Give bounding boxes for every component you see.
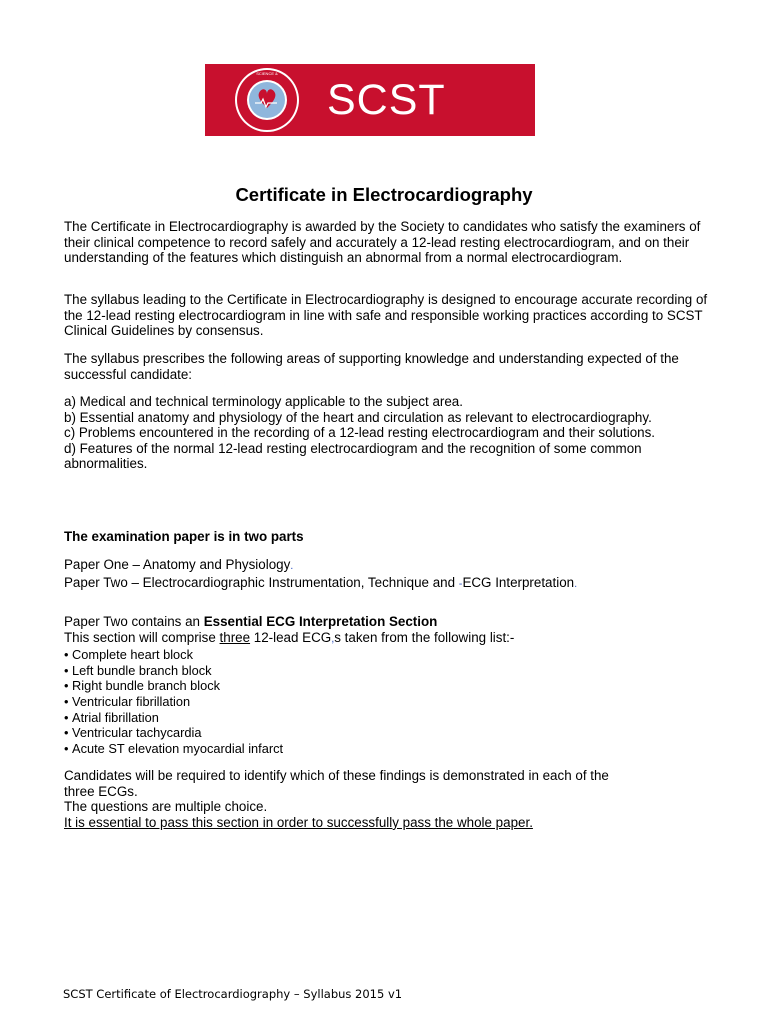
grammar-mark-icon: . xyxy=(574,577,578,590)
grammar-mark-icon: , xyxy=(331,632,335,645)
section-title: Essential ECG Interpretation Section xyxy=(203,614,438,629)
list-item: • Complete heart block xyxy=(64,647,714,663)
exam-heading: The examination paper is in two parts xyxy=(64,529,304,544)
section-count: three xyxy=(219,629,251,645)
paragraph-text: The questions are multiple choice. xyxy=(64,799,268,815)
area-item: d) Features of the normal 12-lead resting electrocardiogram and the recognition of some common abnormalities. xyxy=(64,440,642,472)
list-item: • Left bundle branch block xyxy=(64,663,714,679)
grammar-mark-icon: - xyxy=(458,577,463,590)
section-line-text: This section will comprise xyxy=(64,629,220,645)
intro-paragraph-3 xyxy=(64,351,714,382)
list-item: • Atrial fibrillation xyxy=(64,710,714,726)
section-intro-text: Paper Two contains an xyxy=(64,614,204,629)
list-item: • Ventricular tachycardia xyxy=(64,725,714,741)
svg-text:SCIENCE &: SCIENCE & xyxy=(256,71,278,76)
grammar-mark-icon: . xyxy=(290,560,294,572)
ecg-section xyxy=(64,614,714,756)
page-title: Certificate in Electrocardiography xyxy=(235,184,533,205)
intro-paragraph-2 xyxy=(64,292,714,339)
scst-logo xyxy=(205,64,535,136)
paragraph-text: The Certificate in Electrocardiography is awarded by the Society to candidates who satisfy the examiners of their clinical competence to record safely and accurately a 12-lead resting electrocardiogram, and on their understanding of the features which distinguish an abnormal from a normal electrocardiogram. xyxy=(64,219,701,266)
page-footer: SCST Certificate of Electrocardiography – Syllabus 2015 v1 xyxy=(63,987,403,1001)
paper-one xyxy=(64,557,714,575)
list-item: • Right bundle branch block xyxy=(64,678,714,694)
ecg-findings-list xyxy=(64,647,714,756)
paper-two-text: Paper Two – Electrocardiographic Instrumentation, Technique and xyxy=(64,574,459,590)
candidates-paragraph xyxy=(64,768,624,830)
knowledge-areas-list xyxy=(64,394,714,472)
paragraph-text: The syllabus prescribes the following areas of supporting knowledge and understanding expected of the successful candidate: xyxy=(64,351,679,382)
paper-one-text: Paper One – Anatomy and Physiology xyxy=(64,557,291,572)
area-item: a) Medical and technical terminology applicable to the subject area. xyxy=(64,394,463,409)
intro-paragraph-1 xyxy=(64,219,714,266)
papers-list xyxy=(64,557,714,592)
requirement-note: It is essential to pass this section in order to successfully pass the whole paper. xyxy=(64,814,533,830)
paper-two xyxy=(64,575,714,593)
section-intro xyxy=(64,614,714,630)
section-line-text: s taken from the following list:- xyxy=(334,629,515,645)
logo-text: SCST xyxy=(327,76,446,124)
paper-two-text-end: ECG Interpretation xyxy=(462,574,575,590)
list-item: • Acute ST elevation myocardial infarct xyxy=(64,741,714,757)
list-item: • Ventricular fibrillation xyxy=(64,694,714,710)
scst-emblem-icon xyxy=(211,67,323,133)
area-item: c) Problems encountered in the recording of a 12-lead resting electrocardiogram and their solutions. xyxy=(64,425,655,441)
section-line-text: 12-lead ECG xyxy=(250,629,332,645)
section-line xyxy=(64,630,714,648)
paragraph-text: The syllabus leading to the Certificate in Electrocardiography is designed to encourage accurate recording of the 12-lead resting electrocardiogram in line with safe and responsible working practices according to SCST Clinical Guidelines by consensus. xyxy=(64,292,708,339)
paragraph-text: Candidates will be required to identify which of these findings is demonstrated in each of the three ECGs. xyxy=(64,768,609,799)
area-item: b) Essential anatomy and physiology of the heart and circulation as relevant to electrocardiography. xyxy=(64,409,652,425)
